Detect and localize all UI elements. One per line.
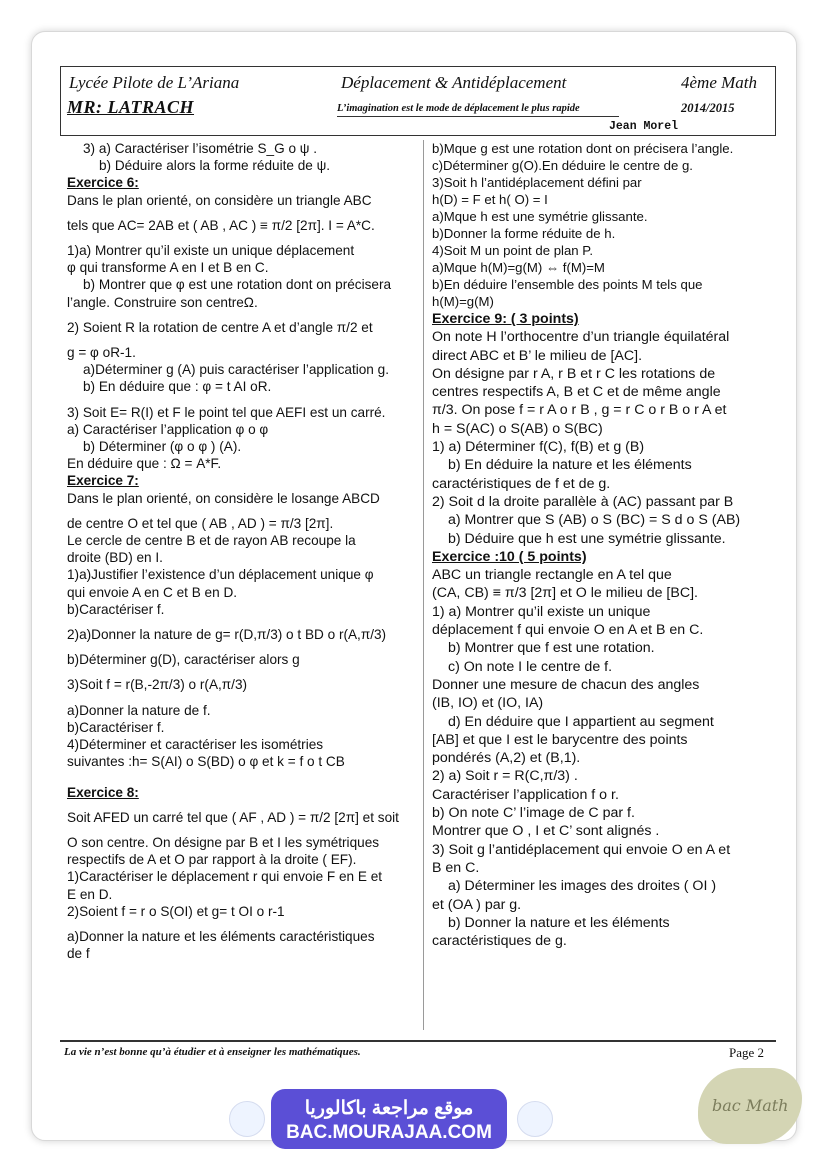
text-line: 4)Soit M un point de plan P. bbox=[432, 243, 594, 258]
text-line: 2) a) Soit r = R(C,π/3) . bbox=[432, 768, 578, 785]
text-line: Le cercle de centre B et de rayon AB recoupe la bbox=[67, 533, 356, 549]
footer-divider bbox=[60, 1040, 776, 1042]
text-line: φ qui transforme A en I et B en C. bbox=[67, 260, 269, 276]
text-line: 2)Soient f = r o S(OI) et g= t OI o r-1 bbox=[67, 903, 285, 919]
text-line: On note H l’orthocentre d’un triangle équilatéral bbox=[432, 329, 730, 346]
motto-quote: L’imagination est le mode de déplacement le plus rapide bbox=[337, 103, 580, 114]
line-spacer bbox=[67, 234, 415, 242]
text-line: l’angle. Construire son centreΩ. bbox=[67, 294, 258, 310]
text-line: En déduire que : Ω = A*F. bbox=[67, 456, 222, 472]
text-line: Caractériser l’application f o r. bbox=[432, 786, 619, 803]
text-line: 1)a)Justifier l’existence d’un déplacement unique φ bbox=[67, 567, 374, 583]
text-line: a)Mque h(M)=g(M) ⇔ f(M)=M bbox=[432, 260, 605, 275]
line-spacer bbox=[67, 771, 415, 784]
exercise-heading: Exercice 6: bbox=[67, 175, 139, 191]
text-line: 1) a) Montrer qu’il existe un unique bbox=[432, 603, 651, 620]
bac-math-logo-text: bac Math bbox=[712, 1096, 789, 1115]
text-line: pondérés (A,2) et (B,1). bbox=[432, 750, 581, 767]
page-number: Page 2 bbox=[729, 1045, 765, 1060]
text-line: (IB, IO) et (IO, IA) bbox=[432, 695, 544, 712]
text-line: 2) Soit d la droite parallèle à (AC) passant par B bbox=[432, 493, 734, 510]
site-logo-icon bbox=[517, 1101, 553, 1137]
text-line: Dans le plan orienté, on considère un triangle ABC bbox=[67, 192, 372, 208]
text-line: a)Donner la nature de f. bbox=[67, 702, 211, 718]
text-line: [AB] et que I est le barycentre des points bbox=[432, 731, 688, 748]
line-spacer bbox=[67, 694, 415, 702]
text-line: h(D) = F et h( O) = I bbox=[432, 192, 548, 207]
text-line: 1)Caractériser le déplacement r qui envoie F en E et bbox=[67, 869, 383, 885]
site-logo-icon bbox=[229, 1101, 265, 1137]
left-column bbox=[67, 140, 415, 962]
bac-math-logo bbox=[698, 1068, 802, 1144]
text-line: 3) Soit E= R(I) et F le point tel que AEFI est un carré. bbox=[67, 404, 386, 420]
text-line: a)Donner la nature et les éléments caractéristiques bbox=[67, 928, 375, 944]
text-line: h = S(AC) o S(AB) o S(BC) bbox=[432, 420, 603, 437]
text-line: centres respectifs A, B et C et de même angle bbox=[432, 384, 721, 401]
text-line: a) Caractériser l’application φ o φ bbox=[67, 421, 269, 437]
text-line: tels que AC= 2AB et ( AB , AC ) ≡ π/2 [2π]. I = A*C. bbox=[67, 217, 375, 233]
teacher-name: MR: LATRACH bbox=[67, 97, 195, 117]
text-line: g = φ oR-1. bbox=[67, 345, 136, 361]
line-spacer bbox=[67, 618, 415, 626]
text-line: b) Déterminer (φ o φ ) (A). bbox=[83, 439, 242, 455]
motto-underline bbox=[337, 116, 619, 117]
text-line: (CA, CB) ≡ π/3 [2π] et O le milieu de [BC]. bbox=[432, 585, 698, 602]
text-line: direct ABC et B’ le milieu de [AC]. bbox=[432, 347, 643, 364]
line-spacer bbox=[67, 826, 415, 834]
document-title: Déplacement & Antidéplacement bbox=[341, 73, 567, 92]
text-line: 3) a) Caractériser l’isométrie S_G o ψ . bbox=[83, 141, 318, 156]
text-line: c) On note I le centre de f. bbox=[448, 658, 613, 675]
text-line: 4)Déterminer et caractériser les isométries bbox=[67, 737, 324, 753]
text-line: b)Donner la forme réduite de h. bbox=[432, 226, 616, 241]
text-line: de centre O et tel que ( AB , AD ) = π/3 [2π]. bbox=[67, 515, 334, 531]
text-line: b) En déduire que : φ = t AI oR. bbox=[83, 379, 272, 395]
text-line: qui envoie A en C et B en D. bbox=[67, 584, 238, 600]
text-line: b) Déduire alors la forme réduite de ψ. bbox=[99, 158, 331, 174]
line-spacer bbox=[67, 396, 415, 404]
text-line: Donner une mesure de chacun des angles bbox=[432, 676, 700, 693]
exercise-heading: Exercice :10 ( 5 points) bbox=[432, 548, 587, 565]
line-spacer bbox=[67, 336, 415, 344]
text-line: 3) Soit g l’antidéplacement qui envoie O en A et bbox=[432, 841, 731, 858]
text-line: h(M)=g(M) bbox=[432, 294, 494, 309]
text-line: 1)a) Montrer qu’il existe un unique déplacement bbox=[67, 243, 355, 259]
right-column bbox=[432, 140, 782, 950]
text-line: 2) Soient R la rotation de centre A et d’angle π/2 et bbox=[67, 319, 373, 335]
site-banner[interactable] bbox=[271, 1089, 507, 1149]
text-line: Montrer que O , I et C’ sont alignés . bbox=[432, 823, 660, 840]
text-line: a)Mque h est une symétrie glissante. bbox=[432, 209, 648, 224]
text-line: a) Déterminer les images des droites ( OI ) bbox=[448, 878, 717, 895]
text-line: a) Montrer que S (AB) o S (BC) = S d o S (AB) bbox=[448, 512, 741, 529]
banner-url[interactable]: BAC.MOURAJAA.COM bbox=[286, 1122, 492, 1143]
text-line: a)Déterminer g (A) puis caractériser l’application g. bbox=[83, 362, 389, 378]
exercise-heading: Exercice 9: ( 3 points) bbox=[432, 311, 579, 327]
text-line: de f bbox=[67, 946, 90, 962]
text-line: b)Déterminer g(D), caractériser alors g bbox=[67, 652, 300, 668]
text-line: suivantes :h= S(AI) o S(BD) o φ et k = f o t CB bbox=[67, 754, 345, 770]
text-line: Soit AFED un carré tel que ( AF , AD ) = π/2 [2π] et soit bbox=[67, 809, 399, 825]
text-line: b)En déduire l’ensemble des points M tels que bbox=[432, 277, 703, 292]
text-line: 1) a) Déterminer f(C), f(B) et g (B) bbox=[432, 439, 645, 456]
text-line: b) On note C’ l’image de C par f. bbox=[432, 805, 635, 822]
exercise-heading: Exercice 8: bbox=[67, 784, 139, 800]
line-spacer bbox=[67, 668, 415, 676]
text-line: b) En déduire la nature et les éléments bbox=[448, 457, 692, 474]
line-spacer bbox=[67, 643, 415, 651]
text-line: caractéristiques de g. bbox=[432, 933, 567, 950]
text-line: B en C. bbox=[432, 859, 480, 876]
footer-quote: La vie n’est bonne qu’à étudier et à enseigner les mathématiques. bbox=[64, 1046, 361, 1058]
text-line: 2)a)Donner la nature de g= r(D,π/3) o t BD o r(A,π/3) bbox=[67, 627, 387, 643]
quote-author: Jean Morel bbox=[609, 120, 679, 133]
text-line: Dans le plan orienté, on considère le losange ABCD bbox=[67, 490, 380, 506]
banner-arabic-title: موقع مراجعة باكالوريا bbox=[304, 1098, 474, 1119]
text-line: O son centre. On désigne par B et I les symétriques bbox=[67, 834, 380, 850]
text-line: b)Caractériser f. bbox=[67, 601, 165, 617]
page-header bbox=[60, 66, 776, 136]
text-line: b) Déduire que h est une symétrie glissante. bbox=[448, 530, 726, 547]
text-line: et (OA ) par g. bbox=[432, 896, 522, 913]
text-line: E en D. bbox=[67, 886, 113, 902]
text-line: π/3. On pose f = r A o r B , g = r C o r B o r A et bbox=[432, 402, 727, 419]
text-line: d) En déduire que I appartient au segment bbox=[448, 713, 714, 730]
text-line: droite (BD) en I. bbox=[67, 550, 163, 566]
line-spacer bbox=[67, 507, 415, 515]
text-line: déplacement f qui envoie O en A et B en C. bbox=[432, 622, 704, 639]
text-line: c)Déterminer g(O).En déduire le centre de g. bbox=[432, 158, 693, 173]
text-line: On désigne par r A, r B et r C les rotations de bbox=[432, 365, 716, 382]
text-line: respectifs de A et O par rapport à la droite ( EF). bbox=[67, 852, 357, 868]
line-spacer bbox=[67, 209, 415, 217]
class-level: 4ème Math bbox=[681, 73, 758, 92]
text-line: b) Donner la nature et les éléments bbox=[448, 914, 670, 931]
text-line: ABC un triangle rectangle en A tel que bbox=[432, 567, 672, 584]
text-line: b)Caractériser f. bbox=[67, 719, 165, 735]
text-line: b) Montrer que f est une rotation. bbox=[448, 640, 655, 657]
school-name: Lycée Pilote de L’Ariana bbox=[69, 73, 240, 92]
column-divider bbox=[423, 140, 424, 1030]
line-spacer bbox=[67, 801, 415, 809]
text-line: 3)Soit h l’antidéplacement défini par bbox=[432, 175, 642, 190]
line-spacer bbox=[67, 311, 415, 319]
text-line: b) Montrer que φ est une rotation dont on précisera bbox=[83, 277, 392, 293]
school-year: 2014/2015 bbox=[681, 101, 735, 115]
text-line: 3)Soit f = r(B,-2π/3) o r(A,π/3) bbox=[67, 677, 248, 693]
text-line: caractéristiques de f et de g. bbox=[432, 475, 611, 492]
text-line: b)Mque g est une rotation dont on précisera l’angle. bbox=[432, 141, 734, 156]
line-spacer bbox=[67, 920, 415, 928]
exercise-heading: Exercice 7: bbox=[67, 473, 139, 489]
